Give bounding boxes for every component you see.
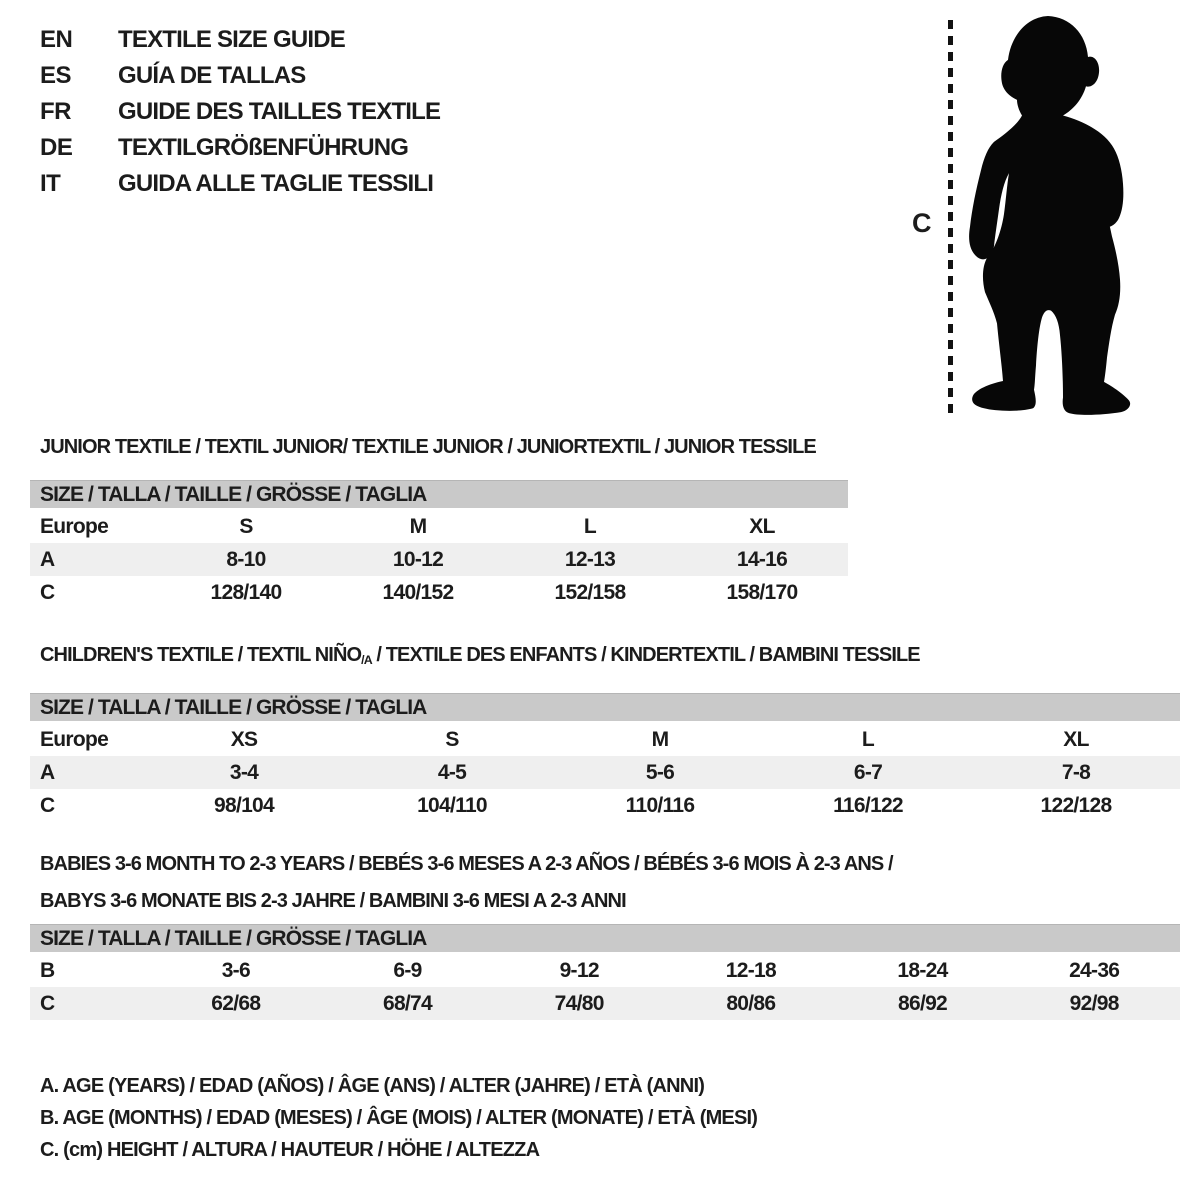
children-title-subscript: /A <box>361 653 372 668</box>
months-cell: 3-6 <box>221 958 250 982</box>
language-row-en <box>40 26 440 62</box>
height-cell: 92/98 <box>1069 991 1119 1015</box>
age-cell: 4-5 <box>437 760 467 784</box>
babies-size-table <box>30 924 1180 1020</box>
language-title: GUIDA ALLE TAGLIE TESSILI <box>118 170 434 197</box>
language-code: ES <box>40 62 72 89</box>
junior-section-title: JUNIOR TEXTILE / TEXTIL JUNIOR/ TEXTILE JUNIOR / JUNIORTEXTIL / JUNIOR TESSILE <box>40 436 816 458</box>
language-code: EN <box>40 26 73 53</box>
table-row-europe <box>30 723 1180 756</box>
height-cell: 98/104 <box>213 793 275 817</box>
children-title-part1: CHILDREN'S TEXTILE / TEXTIL NIÑO <box>40 644 362 666</box>
row-label: C <box>40 793 55 817</box>
language-title: GUÍA DE TALLAS <box>118 62 306 89</box>
row-label: Europe <box>40 514 109 538</box>
height-cell: 80/86 <box>726 991 776 1015</box>
size-cell: M <box>651 727 669 751</box>
language-code: DE <box>40 134 73 161</box>
age-cell: 8-10 <box>226 547 266 571</box>
height-cell: 86/92 <box>897 991 948 1015</box>
size-table-header: SIZE / TALLA / TAILLE / GRÖSSE / TAGLIA <box>30 693 1180 723</box>
row-label: A <box>40 547 55 571</box>
row-label: Europe <box>40 727 109 751</box>
age-cell: 5-6 <box>645 760 675 784</box>
language-title: TEXTILGRÖßENFÜHRUNG <box>118 134 409 161</box>
height-cell: 68/74 <box>382 991 433 1015</box>
height-cell: 104/110 <box>417 793 487 817</box>
height-cell: 62/68 <box>211 991 261 1015</box>
size-table-header: SIZE / TALLA / TAILLE / GRÖSSE / TAGLIA <box>30 924 1180 954</box>
language-title: TEXTILE SIZE GUIDE <box>118 26 345 53</box>
size-cell: M <box>409 514 427 538</box>
babies-section-title-line1: BABIES 3-6 MONTH TO 2-3 YEARS / BEBÉS 3-6 MESES A 2-3 AÑOS / BÉBÉS 3-6 MOIS À 2-3 ANS / <box>40 853 893 875</box>
row-label: A <box>40 760 55 784</box>
age-cell: 10-12 <box>392 547 444 571</box>
height-cell: 74/80 <box>554 991 604 1015</box>
row-label: C <box>40 991 55 1015</box>
size-table-header: SIZE / TALLA / TAILLE / GRÖSSE / TAGLIA <box>30 480 848 510</box>
months-cell: 9-12 <box>559 958 599 982</box>
language-row-it <box>40 170 440 206</box>
legend <box>40 1070 757 1166</box>
age-cell: 7-8 <box>1061 760 1091 784</box>
language-code: FR <box>40 98 71 125</box>
height-cell: 122/128 <box>1040 793 1112 817</box>
legend-line-b: B. AGE (MONTHS) / EDAD (MESES) / ÂGE (MOIS) / ALTER (MONATE) / ETÀ (MESI) <box>40 1107 758 1129</box>
size-cell: XS <box>230 727 258 751</box>
junior-size-table <box>30 480 848 609</box>
table-row-months <box>30 954 1180 987</box>
legend-line-c: C. (cm) HEIGHT / ALTURA / HAUTEUR / HÖHE / ALTEZZA <box>40 1139 540 1161</box>
language-list <box>40 26 440 206</box>
section-children-textile <box>30 643 1180 822</box>
months-cell: 18-24 <box>897 958 948 982</box>
size-cell: S <box>445 727 459 751</box>
table-row-height <box>30 789 1180 822</box>
language-row-es <box>40 62 440 98</box>
age-cell: 12-13 <box>564 547 616 571</box>
height-cell: 158/170 <box>726 580 798 604</box>
months-cell: 24-36 <box>1069 958 1120 982</box>
babies-section-title-line2: BABYS 3-6 MONATE BIS 2-3 JAHRE / BAMBINI 3-6 MESI A 2-3 ANNI <box>40 890 626 912</box>
table-row-height <box>30 576 848 609</box>
size-cell: L <box>583 514 597 538</box>
size-cell: XL <box>749 514 775 538</box>
months-cell: 12-18 <box>725 958 776 982</box>
measure-c-label: C <box>912 208 932 238</box>
table-row-europe <box>30 510 848 543</box>
size-cell: XL <box>1063 727 1089 751</box>
height-cell: 116/122 <box>833 793 903 817</box>
toddler-silhouette-icon <box>960 14 1135 419</box>
months-cell: 6-9 <box>393 958 422 982</box>
height-cell: 152/158 <box>554 580 626 604</box>
language-title: GUIDE DES TAILLES TEXTILE <box>118 98 441 125</box>
age-cell: 6-7 <box>853 760 883 784</box>
size-cell: L <box>861 727 875 751</box>
size-cell: S <box>239 514 253 538</box>
legend-line-a: A. AGE (YEARS) / EDAD (AÑOS) / ÂGE (ANS) / ALTER (JAHRE) / ETÀ (ANNI) <box>40 1075 705 1097</box>
children-title-part2: / TEXTILE DES ENFANTS / KINDERTEXTIL / BAMBINI TESSILE <box>371 644 920 666</box>
children-section-title <box>30 643 1180 672</box>
row-label: C <box>40 580 55 604</box>
height-cell: 110/116 <box>625 793 695 817</box>
section-babies-textile <box>30 846 1180 1020</box>
section-junior-textile <box>30 435 848 609</box>
height-cell: 128/140 <box>210 580 282 604</box>
language-code: IT <box>40 170 61 197</box>
height-measure-figure <box>890 0 1200 430</box>
table-row-height <box>30 987 1180 1020</box>
age-cell: 3-4 <box>229 760 259 784</box>
table-row-age <box>30 756 1180 789</box>
dashed-measure-line <box>948 20 953 418</box>
children-size-table <box>30 693 1180 822</box>
language-row-de <box>40 134 440 170</box>
height-cell: 140/152 <box>382 580 454 604</box>
age-cell: 14-16 <box>736 547 788 571</box>
row-label: B <box>40 958 55 982</box>
language-row-fr <box>40 98 440 134</box>
table-row-age <box>30 543 848 576</box>
